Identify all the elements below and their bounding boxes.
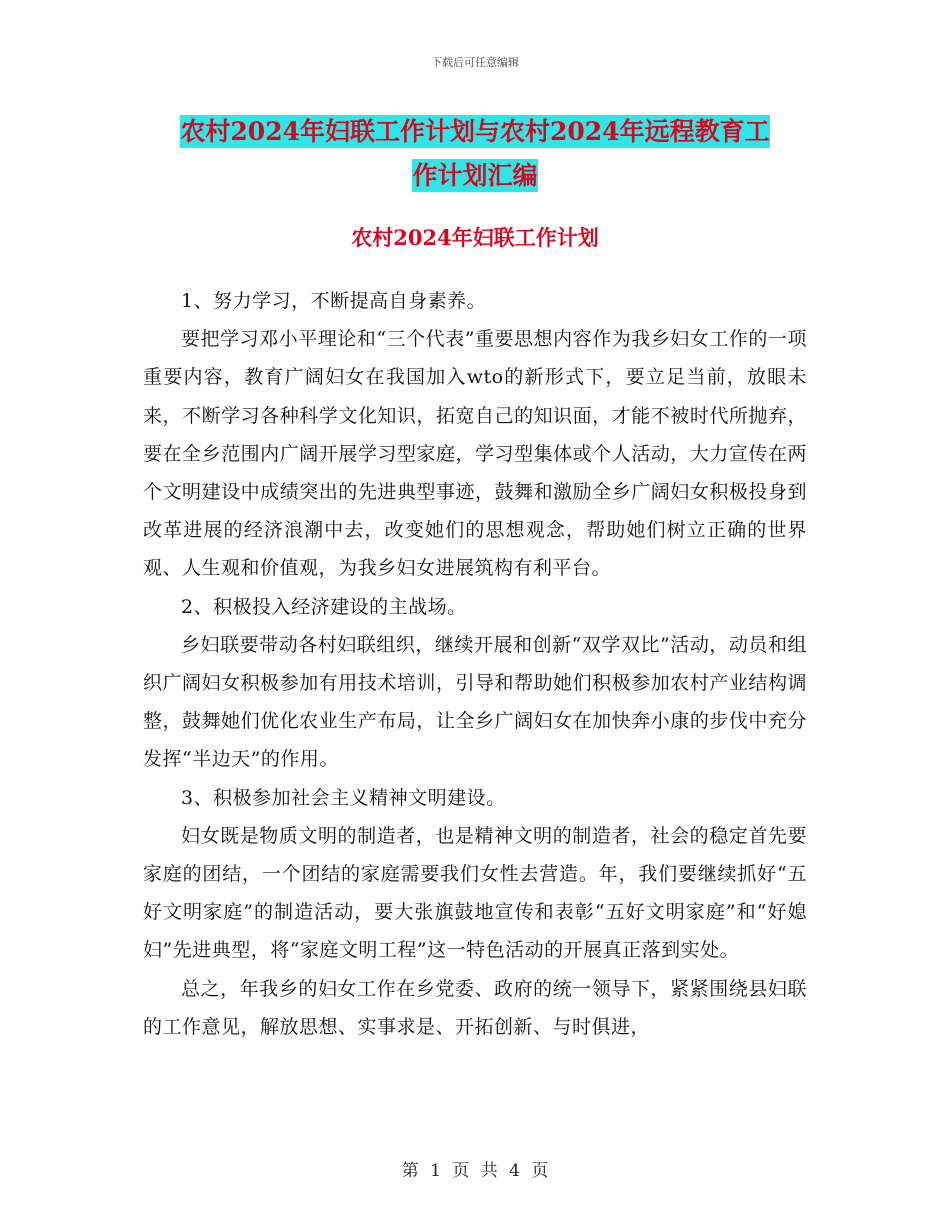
paragraph: 要把学习邓小平理论和“三个代表”重要思想内容作为我乡妇女工作的一项重要内容，教育广阔妇女在我国加入wto的新形式下，要立足当前，放眼未来，不断学习各种科学文化知识，拓宽自己的知识面，才能不被时代所抛弃，要在全乡范围内广阔开展学习型家庭，学习型集体或个人活动，大力宣传在两个文明建设中成绩突出的先进典型事迹，鼓舞和激励全乡广阔妇女积极投身到改革进展的经济浪潮中去，改变她们的思想观念，帮助她们树立正确的世界观、人生观和价值观，为我乡妇女进展筑构有利平台。 (143, 328, 807, 580)
paragraph: 乡妇联要带动各村妇联组织，继续开展和创新“双学双比”活动，动员和组织广阔妇女积极参加有用技术培训，引导和帮助她们积极参加农村产业结构调整，鼓舞她们优化农业生产布局，让全乡广阔妇女在加快奔小康的步伐中充分发挥“半边天”的作用。 (143, 633, 807, 771)
document-title (140, 110, 810, 198)
section-title: 农村2024年妇联工作计划 (351, 225, 599, 250)
document-title-line-2: 作计划汇编 (412, 161, 538, 190)
header-note: 下载后可任意编辑 (431, 56, 519, 69)
paragraph: 妇女既是物质文明的制造者，也是精神文明的制造者，社会的稳定首先要家庭的团结，一个团结的家庭需要我们女性去营造。年，我们要继续抓好“五好文明家庭”的制造活动，要大张旗鼓地宣传和表彰“五好文明家庭”和“好媳妇”先进典型，将“家庭文明工程”这一特色活动的开展真正落到实处。 (143, 824, 807, 962)
document-body (143, 282, 807, 1046)
paragraph-heading-3: 3、积极参加社会主义精神文明建设。 (181, 786, 506, 809)
page-number-footer: 第 1 页 共 4 页 (401, 1161, 549, 1181)
document-title-line-1: 农村2024年妇联工作计划与农村2024年远程教育工 (180, 117, 770, 146)
paragraph-heading-2: 2、积极投入经济建设的主战场。 (181, 595, 467, 618)
paragraph-heading-1: 1、努力学习，不断提高自身素养。 (181, 290, 487, 312)
paragraph: 总之，年我乡的妇女工作在乡党委、政府的统一领导下，紧紧围绕县妇联的工作意见，解放思想、实事求是、开拓创新、与时俱进， (143, 977, 807, 1038)
